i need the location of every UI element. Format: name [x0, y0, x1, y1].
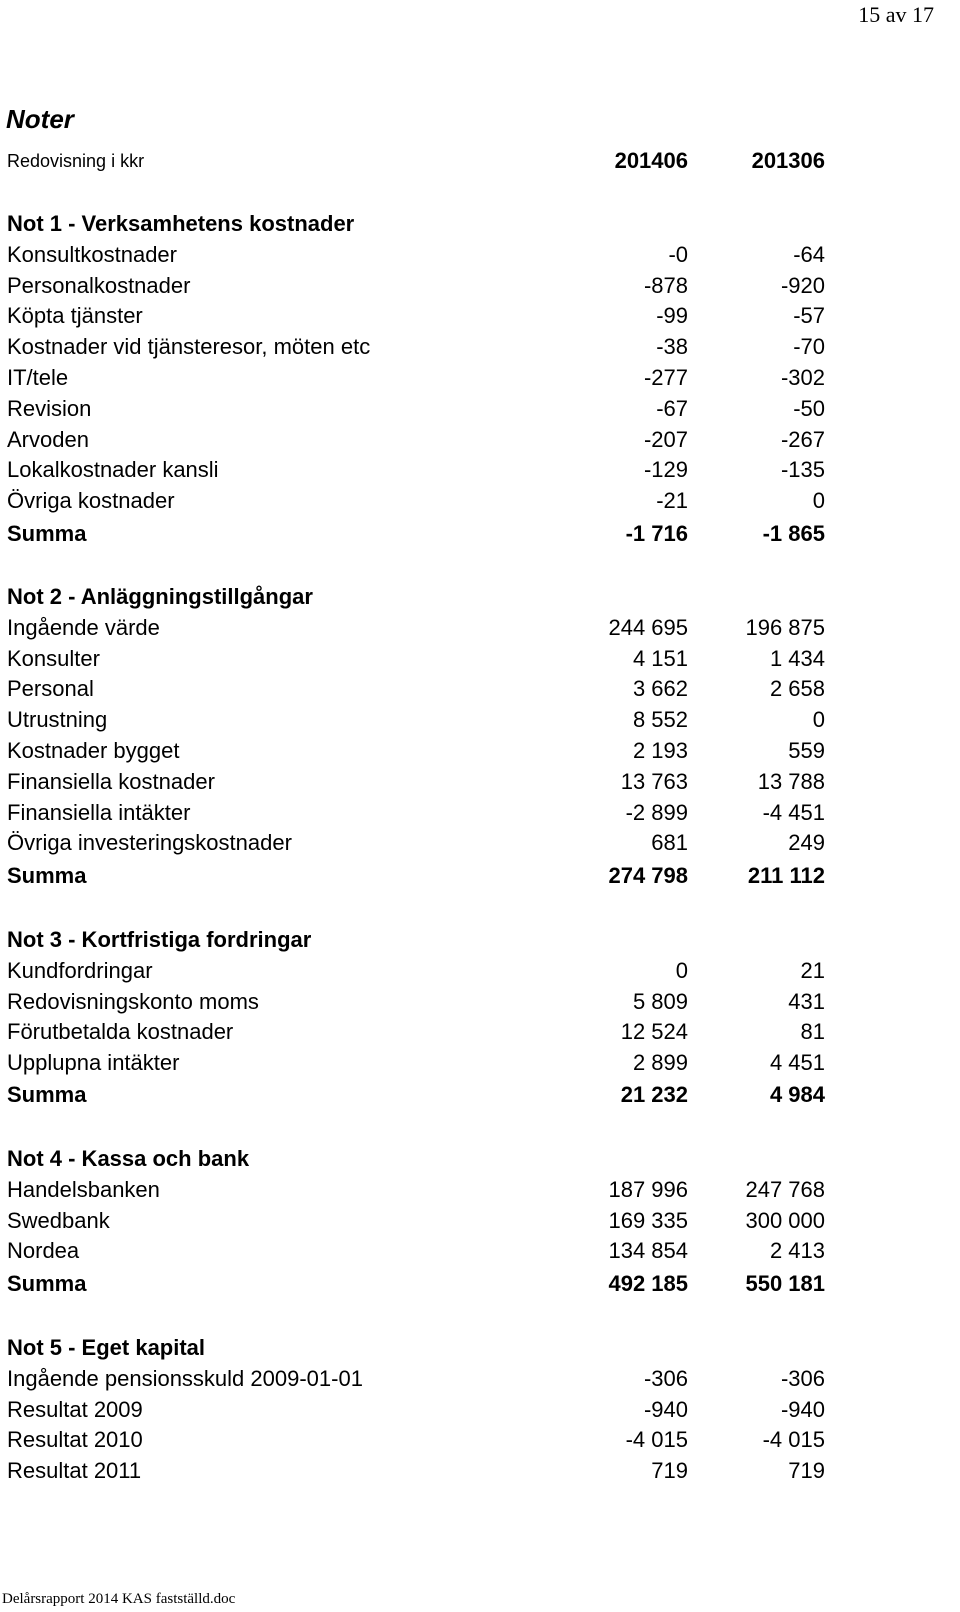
table-row — [0, 427, 960, 458]
value-201306: 0 — [812, 488, 825, 513]
table-row — [0, 457, 960, 488]
value-201306: 1 434 — [769, 646, 825, 671]
table-row — [0, 242, 960, 273]
row-label: Köpta tjänster — [7, 303, 143, 328]
unit-row — [0, 148, 960, 179]
page-number: 15 av 17 — [858, 2, 934, 27]
row-label: Konsultkostnader — [7, 242, 177, 267]
value-201406: -878 — [643, 273, 688, 298]
value-201306: -1 865 — [762, 521, 825, 546]
value-201406: 21 232 — [620, 1082, 688, 1107]
table-row — [0, 1397, 960, 1428]
table-row — [0, 958, 960, 989]
row-label: Swedbank — [7, 1208, 110, 1233]
value-201306: -50 — [793, 396, 825, 421]
row-label: Resultat 2009 — [7, 1397, 143, 1422]
total-row — [0, 863, 960, 894]
table-row — [0, 707, 960, 738]
table-row — [0, 396, 960, 427]
total-row — [0, 1082, 960, 1113]
note-title — [0, 584, 960, 615]
value-201306: -920 — [780, 273, 825, 298]
value-201306: 559 — [788, 738, 825, 763]
value-201406: 12 524 — [620, 1019, 688, 1044]
value-201406: 8 552 — [632, 707, 688, 732]
value-201306: -135 — [780, 457, 825, 482]
note-title — [0, 1146, 960, 1177]
value-201306: 21 — [800, 958, 825, 983]
value-201406: 169 335 — [608, 1208, 688, 1233]
row-label: Personal — [7, 676, 94, 701]
value-201406: -0 — [668, 242, 688, 267]
note-title — [0, 1335, 960, 1366]
unit-label: Redovisning i kkr — [7, 151, 145, 171]
table-row — [0, 1427, 960, 1458]
total-row — [0, 521, 960, 552]
row-label: Utrustning — [7, 707, 108, 732]
row-label: Not 2 - Anläggningstillgångar — [7, 584, 313, 609]
table-row — [0, 488, 960, 519]
value-201406: 719 — [651, 1458, 688, 1483]
column-header-201406: 201406 — [614, 148, 688, 173]
value-201406: 492 185 — [608, 1271, 688, 1296]
row-label: Kundfordringar — [7, 958, 153, 983]
row-label: Övriga investeringskostnader — [7, 830, 292, 855]
value-201306: 0 — [812, 707, 825, 732]
value-201306: 2 413 — [769, 1238, 825, 1263]
value-201406: -99 — [656, 303, 688, 328]
value-201406: 5 809 — [632, 989, 688, 1014]
value-201306: 13 788 — [757, 769, 825, 794]
table-row — [0, 1458, 960, 1489]
note-title — [0, 927, 960, 958]
value-201306: 196 875 — [745, 615, 825, 640]
row-label: Not 1 - Verksamhetens kostnader — [7, 211, 355, 236]
row-label: Finansiella kostnader — [7, 769, 215, 794]
value-201406: 0 — [675, 958, 688, 983]
table-row — [0, 1208, 960, 1239]
table-row — [0, 1238, 960, 1269]
value-201306: 4 451 — [769, 1050, 825, 1075]
table-row — [0, 303, 960, 334]
value-201306: 249 — [788, 830, 825, 855]
value-201306: 211 112 — [747, 863, 825, 888]
column-header-201306: 201306 — [751, 148, 825, 173]
value-201406: -21 — [656, 488, 688, 513]
row-label: Redovisningskonto moms — [7, 989, 259, 1014]
row-label: Konsulter — [7, 646, 100, 671]
table-row — [0, 1050, 960, 1081]
row-label: Not 3 - Kortfristiga fordringar — [7, 927, 312, 952]
value-201406: -4 015 — [625, 1427, 688, 1452]
table-row — [0, 365, 960, 396]
value-201406: 134 854 — [608, 1238, 688, 1263]
row-label: Nordea — [7, 1238, 80, 1263]
row-label: Ingående pensionsskuld 2009-01-01 — [7, 1366, 363, 1391]
row-label: Kostnader bygget — [7, 738, 180, 763]
row-label: Resultat 2010 — [7, 1427, 143, 1452]
row-label: Lokalkostnader kansli — [7, 457, 219, 482]
value-201306: 300 000 — [745, 1208, 825, 1233]
value-201406: -306 — [643, 1366, 688, 1391]
value-201306: 550 181 — [745, 1271, 825, 1296]
value-201406: -38 — [656, 334, 688, 359]
row-label: Revision — [7, 396, 92, 421]
value-201406: -207 — [643, 427, 688, 452]
table-row — [0, 989, 960, 1020]
value-201406: 4 151 — [632, 646, 688, 671]
table-row — [0, 1019, 960, 1050]
value-201406: -277 — [643, 365, 688, 390]
table-row — [0, 738, 960, 769]
row-label: Övriga kostnader — [7, 488, 175, 513]
value-201406: 13 763 — [620, 769, 688, 794]
row-label: Summa — [7, 863, 87, 888]
value-201406: 3 662 — [632, 676, 688, 701]
table-row — [0, 676, 960, 707]
row-label: IT/tele — [7, 365, 69, 390]
row-label: Kostnader vid tjänsteresor, möten etc — [7, 334, 371, 359]
row-label: Personalkostnader — [7, 273, 191, 298]
row-label: Summa — [7, 521, 87, 546]
total-row — [0, 1271, 960, 1302]
value-201406: 274 798 — [608, 863, 688, 888]
note-title — [0, 211, 960, 242]
table-row — [0, 769, 960, 800]
value-201306: 431 — [788, 989, 825, 1014]
value-201406: 244 695 — [608, 615, 688, 640]
row-label: Ingående värde — [7, 615, 160, 640]
row-label: Handelsbanken — [7, 1177, 160, 1202]
value-201306: 81 — [800, 1019, 825, 1044]
value-201306: -4 451 — [762, 800, 825, 825]
row-label: Upplupna intäkter — [7, 1050, 180, 1075]
value-201306: -302 — [780, 365, 825, 390]
value-201406: 187 996 — [608, 1177, 688, 1202]
value-201406: -1 716 — [625, 521, 688, 546]
value-201306: -64 — [793, 242, 825, 267]
value-201306: 719 — [788, 1458, 825, 1483]
value-201406: 2 899 — [632, 1050, 688, 1075]
page-heading: Noter — [6, 104, 74, 134]
value-201306: -4 015 — [762, 1427, 825, 1452]
value-201406: 681 — [651, 830, 688, 855]
value-201306: -57 — [793, 303, 825, 328]
value-201306: 2 658 — [769, 676, 825, 701]
value-201306: -306 — [780, 1366, 825, 1391]
table-row — [0, 1177, 960, 1208]
table-row — [0, 646, 960, 677]
table-row — [0, 615, 960, 646]
value-201406: -940 — [643, 1397, 688, 1422]
value-201306: -940 — [780, 1397, 825, 1422]
row-label: Resultat 2011 — [7, 1458, 142, 1483]
row-label: Summa — [7, 1082, 87, 1107]
table-row — [0, 830, 960, 861]
document-footer: Delårsrapport 2014 KAS fastställd.doc — [2, 1591, 236, 1607]
value-201406: -67 — [656, 396, 688, 421]
row-label: Förutbetalda kostnader — [7, 1019, 234, 1044]
value-201406: -2 899 — [625, 800, 688, 825]
row-label: Not 5 - Eget kapital — [7, 1335, 206, 1360]
table-row — [0, 334, 960, 365]
row-label: Finansiella intäkter — [7, 800, 191, 825]
value-201306: -70 — [793, 334, 825, 359]
value-201306: 247 768 — [745, 1177, 825, 1202]
value-201306: -267 — [780, 427, 825, 452]
row-label: Summa — [7, 1271, 87, 1296]
row-label: Arvoden — [7, 427, 89, 452]
value-201406: 2 193 — [632, 738, 688, 763]
table-row — [0, 273, 960, 304]
table-row — [0, 1366, 960, 1397]
table-row — [0, 800, 960, 831]
row-label: Not 4 - Kassa och bank — [7, 1146, 250, 1171]
value-201306: 4 984 — [769, 1082, 825, 1107]
value-201406: -129 — [643, 457, 688, 482]
